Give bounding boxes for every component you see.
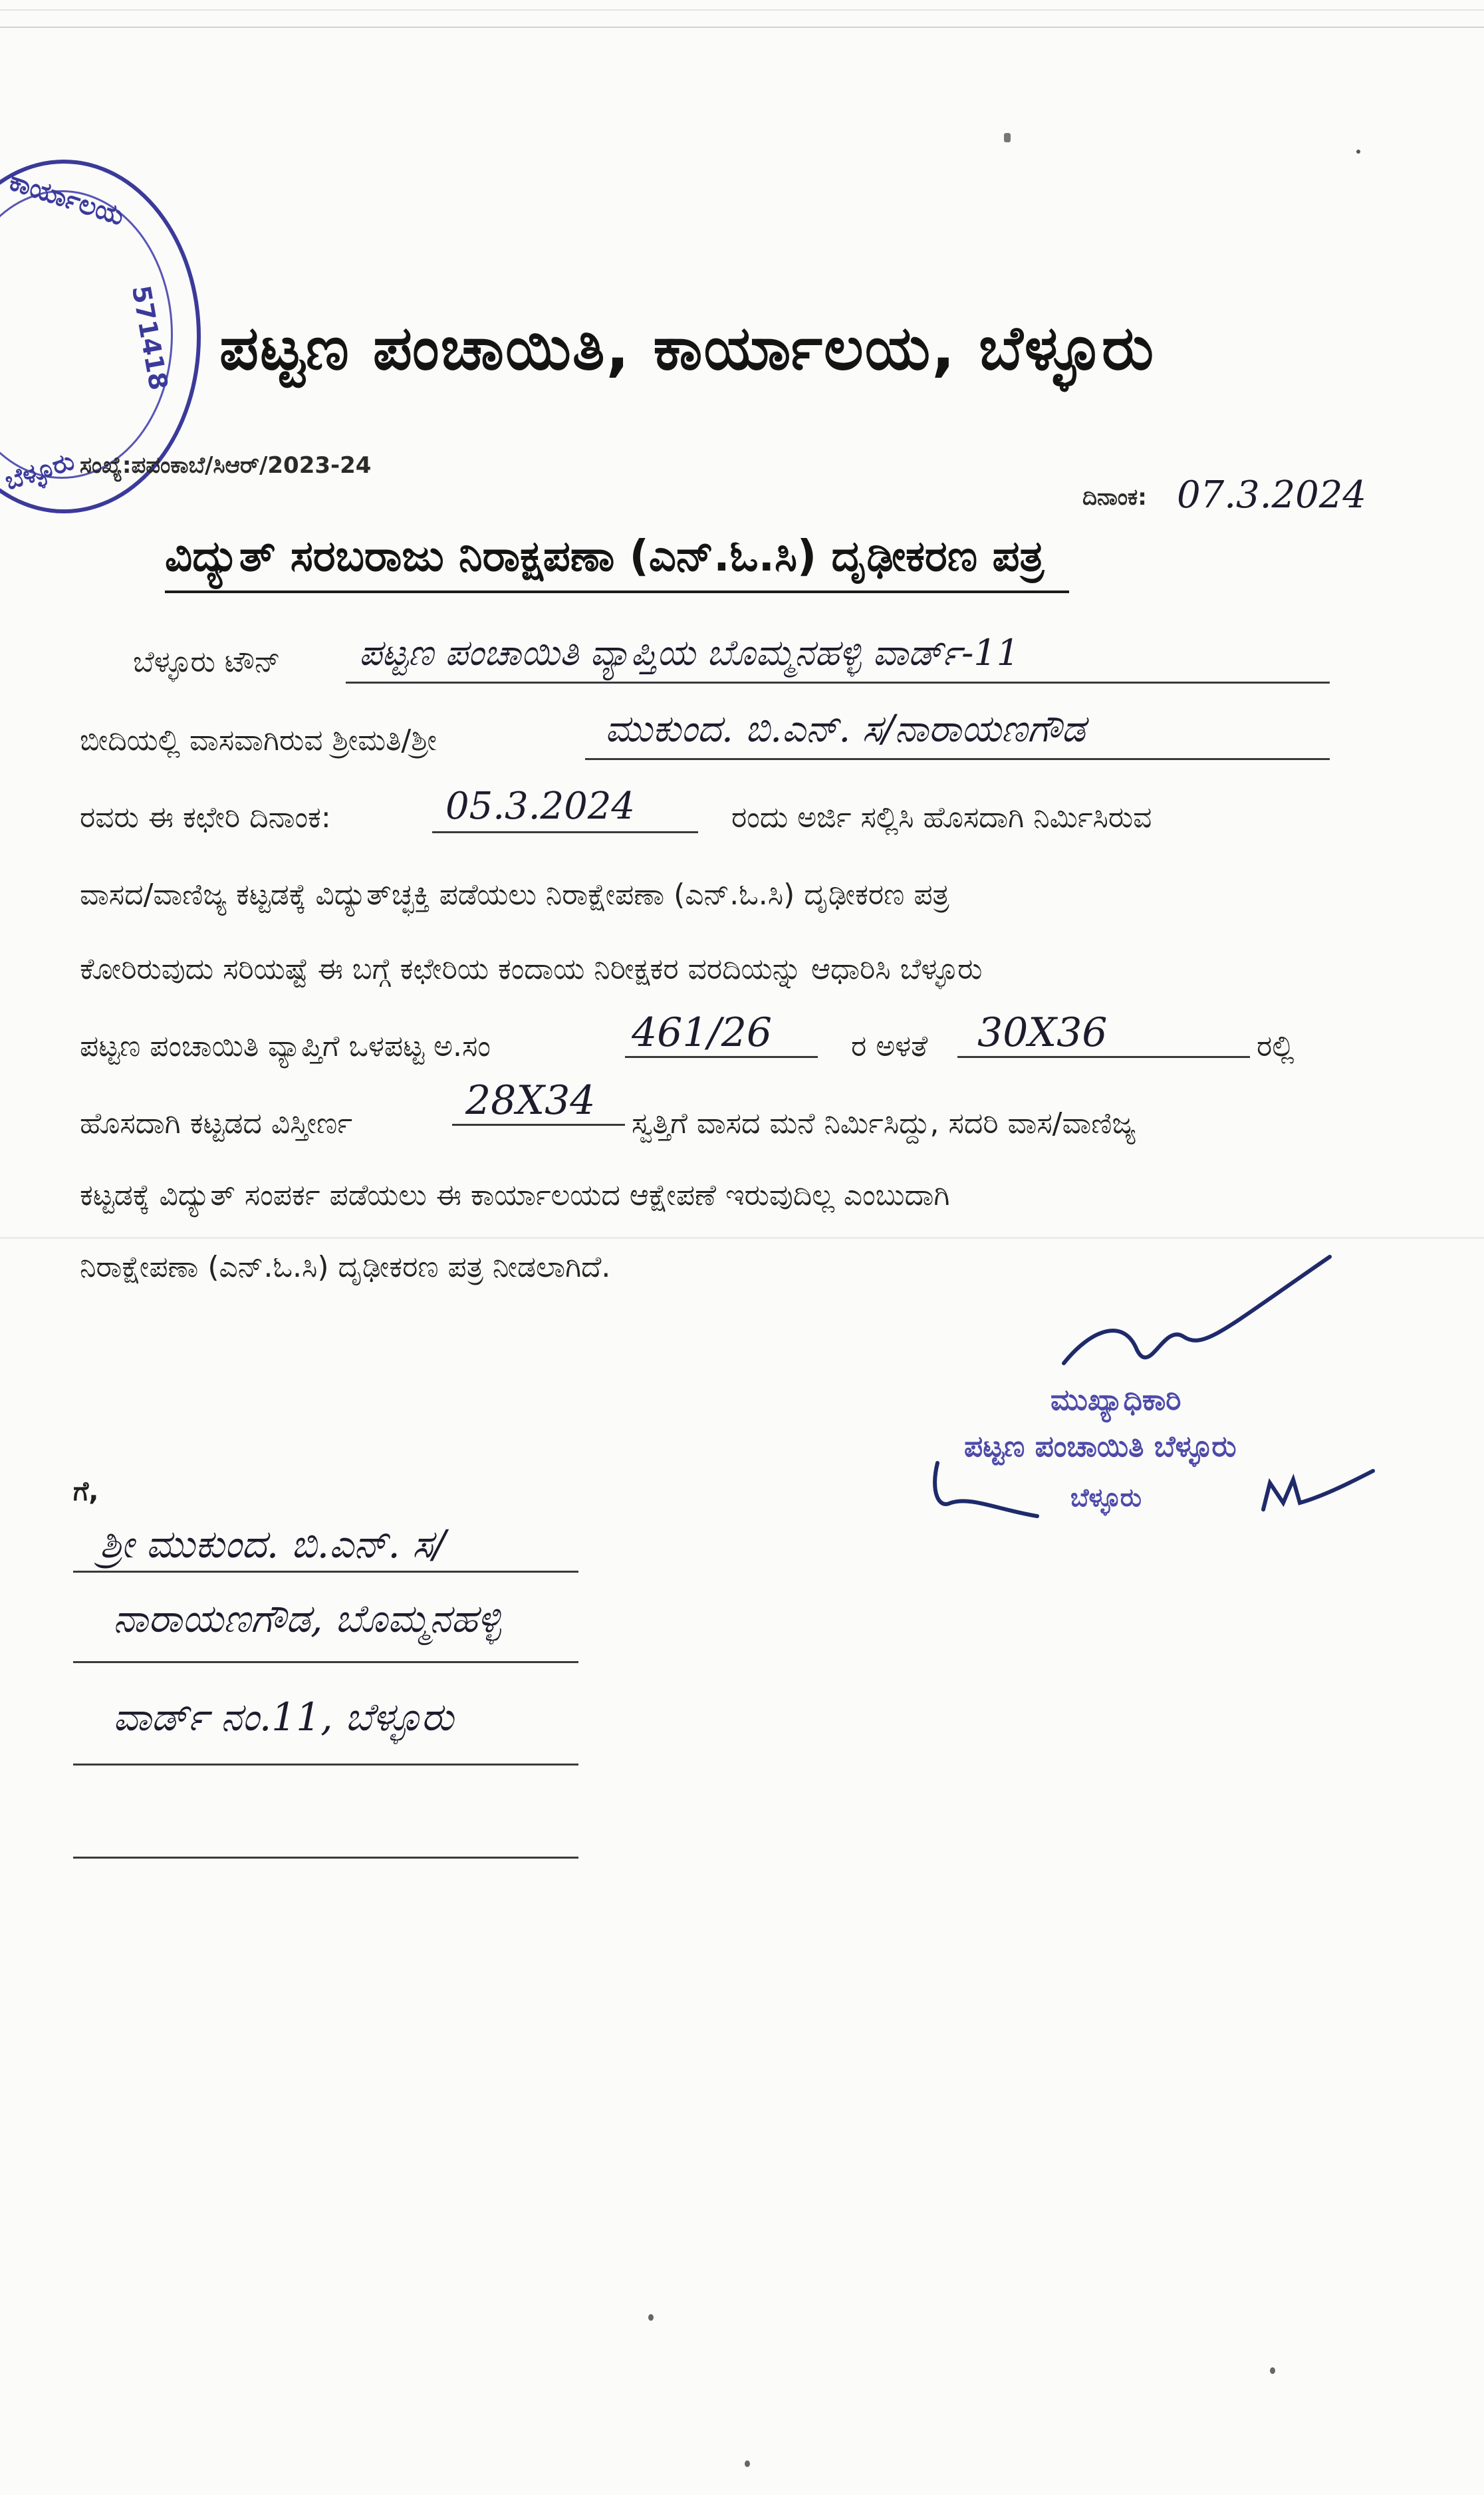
paper-speck [648,2314,654,2321]
body-line-3-pre: ರವರು ಈ ಕಛೇರಿ ದಿನಾಂಕ: [80,801,331,835]
recipient-line [73,1661,578,1663]
body-line-4: ವಾಸದ/ವಾಣಿಜ್ಯ ಕಟ್ಟಡಕ್ಕೆ ವಿದ್ಯುತ್‌ಚ್ಛಕ್ತಿ ಪಡೆಯಲು ನಿರಾಕ್ಷೇಪಣಾ (ಎನ್.ಓ.ಸಿ) ದೃಢೀಕರಣ ಪತ್ರ [80,878,949,912]
paper-speck [1356,150,1360,154]
officer-signature [1051,1250,1356,1396]
body-line-3-post: ರಂದು ಅರ್ಜಿ ಸಲ್ಲಿಸಿ ಹೊಸದಾಗಿ ನಿರ್ಮಿಸಿರುವ [731,801,1152,835]
fill-line [432,831,698,833]
stamp-text-bottom: ಬೆಳ್ಳೂರು [1,446,78,496]
recipient-line [73,1571,578,1573]
fill-line [585,758,1330,760]
body-line-7-fill: 28X34 [465,1077,596,1124]
officer-designation: ಮುಖ್ಯಾಧಿಕಾರಿ [1051,1383,1181,1417]
date-value: 07.3.2024 [1177,473,1367,517]
fill-line [452,1124,625,1126]
recipient-line [73,1857,578,1859]
seal-place: ಬೆಳ್ಳೂರು [1070,1483,1142,1512]
body-line-7-pre: ಹೊಸದಾಗಿ ಕಟ್ಟಡದ ವಿಸ್ತೀರ್ಣ [80,1107,352,1140]
recipient-to-label: ಗೆ, [73,1476,99,1507]
fill-line [625,1056,818,1058]
body-line-6-fill-size: 30X36 [977,1009,1108,1056]
page-edge-line [0,9,1484,11]
stamp-text-top: ಕಾರ್ಯಾಲಯ [5,166,128,232]
recipient-line-1: ಶ್ರೀ ಮುಕುಂದ. ಬಿ.ಎನ್. ಸ/ [100,1521,446,1567]
body-line-1-label: ಬೆಳ್ಳೂರು ಟೌನ್ [133,645,281,679]
body-line-6-fill-survey: 461/26 [632,1009,773,1056]
paper-speck [745,2460,750,2467]
paper-fold [0,1237,1484,1239]
paper-speck [1270,2367,1275,2374]
body-line-2-fill: ಮುಕುಂದ. ಬಿ.ಎನ್. ಸ/ನಾರಾಯಣಗೌಡ [605,708,1086,751]
reference-number: ಸಂಖ್ಯೆ:ಪಪಂಕಾಬೆ/ಸಿಆರ್/2023-24 [80,452,372,479]
initial-mark-right [1257,1463,1376,1523]
body-line-7-post: ಸ್ವತ್ತಿಗೆ ವಾಸದ ಮನೆ ನಿರ್ಮಿಸಿದ್ದು, ಸದರಿ ವಾಸ/ವಾಣಿಜ್ಯ [632,1107,1136,1140]
stamp-code: 571418 [126,283,174,392]
fill-line [346,682,1330,684]
recipient-line-2: ನಾರಾಯಣಗೌಡ, ಬೊಮ್ಮನಹಳ್ಳಿ [113,1596,501,1641]
recipient-line-3: ವಾರ್ಡ್ ನಂ.11, ಬೆಳ್ಳೂರು [113,1694,454,1740]
page-edge-line [0,27,1484,28]
officer-office: ಪಟ್ಟಣ ಪಂಚಾಯಿತಿ ಬೆಳ್ಳೂರು [964,1430,1237,1464]
body-line-1-fill: ಪಟ್ಟಣ ಪಂಚಾಯಿತಿ ವ್ಯಾಪ್ತಿಯ ಬೊಮ್ಮನಹಳ್ಳಿ ವಾರ್ಡ್-11 [359,632,1020,674]
body-line-8: ಕಟ್ಟಡಕ್ಕೆ ವಿದ್ಯುತ್ ಸಂಪರ್ಕ ಪಡೆಯಲು ಈ ಕಾರ್ಯಾಲಯದ ಆಕ್ಷೇಪಣೆ ಇರುವುದಿಲ್ಲ ಎಂಬುದಾಗಿ [80,1178,950,1212]
fill-line [957,1056,1250,1058]
body-line-6-pre: ಪಟ್ಟಣ ಪಂಚಾಯಿತಿ ವ್ಯಾಪ್ತಿಗೆ ಒಳಪಟ್ಟ ಅ.ಸಂ [80,1029,491,1063]
body-line-2-label: ಬೀದಿಯಲ್ಲಿ ವಾಸವಾಗಿರುವ ಶ್ರೀಮತಿ/ಶ್ರೀ [80,723,437,757]
body-line-5: ಕೋರಿರುವುದು ಸರಿಯಷ್ಟೆ ಈ ಬಗ್ಗೆ ಕಛೇರಿಯ ಕಂದಾಯ ನಿರೀಕ್ಷಕರ ವರದಿಯನ್ನು ಆಧಾರಿಸಿ ಬೆಳ್ಳೂರು [80,952,983,986]
office-title: ಪಟ್ಟಣ ಪಂಚಾಯಿತಿ, ಕಾರ್ಯಾಲಯ, ಬೆಳ್ಳೂರು [219,313,1156,384]
subject-underline [165,591,1069,593]
body-line-9: ನಿರಾಕ್ಷೇಪಣಾ (ಎನ್.ಓ.ಸಿ) ದೃಢೀಕರಣ ಪತ್ರ ನೀಡಲಾಗಿದೆ. [80,1250,611,1284]
date-label: ದಿನಾಂಕ: [1082,484,1147,511]
initial-mark-left [924,1450,1044,1523]
paper-speck [1004,133,1011,142]
recipient-line [73,1764,578,1766]
body-line-3-fill: 05.3.2024 [445,785,636,828]
body-line-6-mid: ರ ಅಳತೆ [851,1029,928,1063]
subject-heading: ವಿದ್ಯುತ್ ಸರಬರಾಜು ನಿರಾಕ್ಷಪಣಾ (ಎನ್.ಓ.ಸಿ) ದೃಢೀಕರಣ ಪತ್ರ [165,532,1045,581]
body-line-6-post: ರಲ್ಲಿ [1257,1029,1295,1063]
